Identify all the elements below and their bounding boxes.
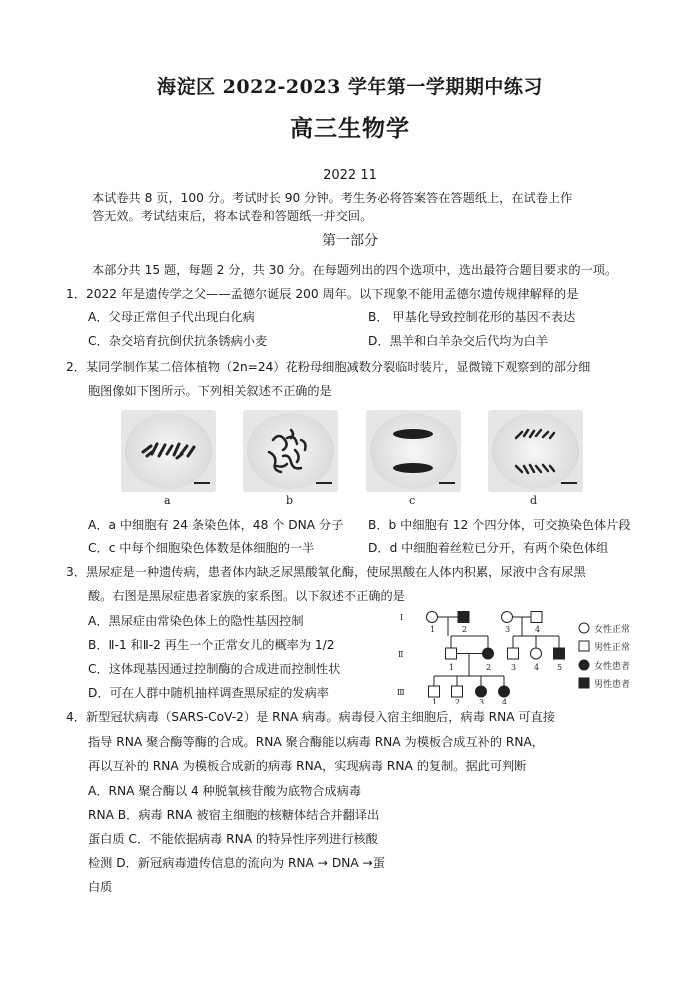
- gen3-num: 2: [455, 698, 461, 704]
- q2-option-b: B．b 中细胞有 12 个四分体，可交换染色体片段: [368, 518, 631, 532]
- q1-option-b: B． 甲基化导致控制花形的基因不表达: [368, 310, 576, 324]
- micrograph-label-d: d: [530, 494, 538, 507]
- q3-option-d: D．可在人群中随机抽样调查黑尿症的发病率: [88, 686, 329, 700]
- q4-option-line-5: 白质: [88, 880, 113, 894]
- q1-option-d: D．黑羊和白羊杂交后代均为白羊: [368, 334, 549, 348]
- micrograph-c: [366, 410, 461, 492]
- micrograph-label-c: c: [409, 494, 416, 507]
- gen1-num: 3: [505, 625, 511, 634]
- q4-option-line-3: 蛋白质 C．不能依据病毒 RNA 的特异性序列进行核酸: [88, 832, 378, 846]
- instructions-line-2: 答无效。考试结束后，将本试卷和答题纸一并交回。: [92, 209, 373, 223]
- legend-female-affected: 女性患者: [594, 662, 631, 672]
- q3-option-a: A．黑尿症由常染色体上的隐性基因控制: [88, 614, 304, 628]
- q4-option-line-1: A．RNA 聚合酶以 4 种脱氧核苷酸为底物合成病毒: [88, 784, 362, 798]
- instructions-line-1: 本试卷共 8 页，100 分。考试时长 90 分钟。考生务必将答案答在答题纸上，在试卷上作: [92, 191, 573, 205]
- q2-stem-2: 胞图像如下图所示。下列相关叙述不正确的是: [88, 384, 332, 398]
- micrograph-b: [243, 410, 338, 492]
- legend-male-normal-icon: [579, 641, 589, 651]
- q4-stem-1: 4．新型冠状病毒（SARS-CoV-2）是 RNA 病毒。病毒侵入宿主细胞后，病毒 RNA 可直接: [66, 710, 555, 724]
- legend-female-normal-icon: [579, 623, 589, 633]
- gen-label-2: Ⅱ: [398, 650, 404, 659]
- gen2-num: 3: [511, 663, 517, 672]
- q3-stem-2: 酸。右图是黑尿症患者家族的家系图。以下叙述不正确的是: [88, 589, 405, 603]
- q4-stem-3: 再以互补的 RNA 为模板合成新的病毒 RNA，实现病毒 RNA 的复制。据此可判断: [88, 759, 527, 773]
- gen2-num: 1: [449, 663, 455, 672]
- gen2-num: 5: [557, 663, 563, 672]
- q2-option-a: A．a 中细胞有 24 条染色体，48 个 DNA 分子: [88, 518, 344, 532]
- q3-option-b: B．Ⅱ-1 和Ⅱ-2 再生一个正常女儿的概率为 1/2: [88, 638, 335, 652]
- q4-stem-2: 指导 RNA 聚合酶等酶的合成。RNA 聚合酶能以病毒 RNA 为模板合成互补的 RNA，: [88, 735, 544, 749]
- legend-male-affected: 男性患者: [594, 680, 631, 690]
- legend-female-affected-icon: [579, 660, 589, 670]
- micrograph-a: [121, 410, 216, 492]
- micrograph-label-a: a: [164, 494, 171, 507]
- legend-male-affected-icon: [579, 678, 589, 688]
- q1-stem: 1．2022 年是遗传学之父——孟德尔诞辰 200 周年。以下现象不能用孟德尔遗传规律解释的是: [66, 287, 579, 301]
- gen1-num: 1: [430, 625, 436, 634]
- exam-date: 2022 11: [323, 168, 377, 183]
- gen3-num: 1: [432, 698, 438, 704]
- gen3-num: 3: [479, 698, 485, 704]
- q4-option-line-4: 检测 D．新冠病毒遗传信息的流向为 RNA → DNA →蛋: [88, 856, 385, 870]
- gen1-num: 4: [535, 625, 541, 634]
- gen-label-1: Ⅰ: [400, 613, 404, 622]
- q3-stem-1: 3．黑尿症是一种遗传病，患者体内缺乏尿黑酸氧化酶，使尿黑酸在人体内积累，尿液中含有尿黑: [66, 565, 586, 579]
- subject-title: 高三生物学: [290, 116, 410, 142]
- gen3-num: 4: [502, 698, 508, 704]
- exam-title: 海淀区 2022-2023 学年第一学期期中练习: [157, 76, 543, 98]
- gen2-num: 2: [486, 663, 492, 672]
- gen2-num: 4: [534, 663, 540, 672]
- q1-option-a: A．父母正常但子代出现白化病: [88, 310, 255, 324]
- q2-option-d: D．d 中细胞着丝粒已分开，有两个染色体组: [368, 541, 609, 555]
- q3-option-c: C．这体现基因通过控制酶的合成进而控制性状: [88, 662, 341, 676]
- micrograph-label-b: b: [286, 494, 294, 507]
- q2-option-c: C．c 中每个细胞染色体数是体细胞的一半: [88, 541, 315, 555]
- q1-option-c: C．杂交培育抗倒伏抗条锈病小麦: [88, 334, 268, 348]
- legend-female-normal: 女性正常: [594, 625, 631, 635]
- q2-stem-1: 2．某同学制作某二倍体植物（2n=24）花粉母细胞减数分裂临时装片，显微镜下观察到的部分细: [66, 360, 591, 374]
- q4-option-line-2: RNA B．病毒 RNA 被宿主细胞的核糖体结合并翻译出: [88, 808, 380, 822]
- gen-label-3: Ⅲ: [397, 688, 405, 697]
- gen1-num: 2: [462, 625, 468, 634]
- section-title: 第一部分: [322, 233, 378, 249]
- section-intro: 本部分共 15 题，每题 2 分，共 30 分。在每题列出的四个选项中，选出最符合题目要求的一项。: [92, 263, 618, 277]
- legend-male-normal: 男性正常: [594, 643, 631, 653]
- micrograph-d: [488, 410, 583, 492]
